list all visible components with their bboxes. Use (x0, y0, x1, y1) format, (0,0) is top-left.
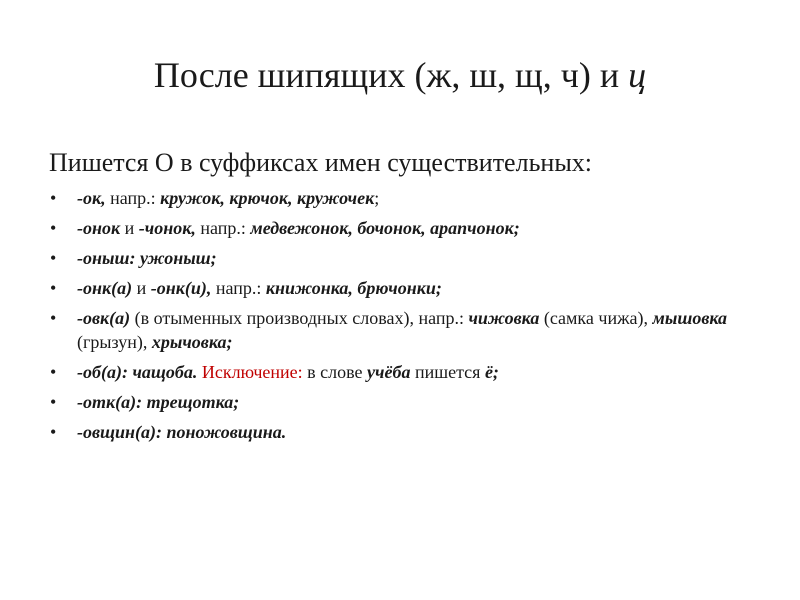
text: в слове (302, 362, 368, 382)
suffix: -онк(и), (150, 278, 212, 298)
example: учёба (367, 362, 411, 382)
suffix: -онок (77, 218, 121, 238)
text: (в отыменных производных словах), напр.: (130, 308, 469, 328)
list-item (48, 186, 768, 210)
suffix: -овк(а) (77, 308, 131, 328)
bullet-icon: • (50, 218, 57, 238)
example: чижовка (468, 308, 540, 328)
example: хрычовка; (151, 332, 233, 352)
bullet-icon: • (50, 188, 57, 208)
bullet-icon: • (50, 392, 57, 412)
bullet-icon: • (50, 362, 57, 382)
rule-content: -овщин(а): поножовщина. (77, 422, 287, 442)
list-item (48, 390, 768, 414)
letter: ё; (484, 362, 499, 382)
bullet-icon: • (50, 308, 57, 328)
intro-text: Пишется О в суффиксах имен существительных: (49, 148, 593, 177)
list-item (48, 360, 768, 384)
suffix: -чонок, (138, 218, 196, 238)
examples: кружок, крючок, кружочек (160, 188, 375, 208)
list-item (48, 216, 768, 240)
slide-title (0, 53, 800, 97)
bullet-icon: • (50, 422, 57, 442)
bullet-icon: • (50, 278, 57, 298)
exception-label: Исключение: (197, 362, 303, 382)
slide-title-main: После шипящих (ж, ш, щ, ч) и (153, 55, 629, 95)
suffix: -онк(а) (77, 278, 133, 298)
rule-content: -оныш: ужоныш; (77, 248, 217, 268)
list-item (48, 420, 768, 444)
list-item (48, 246, 768, 270)
examples: медвежонок, бочонок, арапчонок; (250, 218, 520, 238)
text: и (120, 218, 139, 238)
rules-list (48, 186, 768, 450)
example: мышовка (652, 308, 728, 328)
slide-title-tail: ц (628, 55, 647, 95)
bullet-icon: • (50, 248, 57, 268)
text: (самка чижа), (539, 308, 653, 328)
list-item (48, 306, 768, 354)
text: пишется (410, 362, 485, 382)
suffix: -ок, (77, 188, 106, 208)
text: напр.: (211, 278, 266, 298)
text: (грызун), (77, 332, 152, 352)
list-item (48, 276, 768, 300)
suffix: -об(а): чащоба. (77, 362, 198, 382)
examples: книжонка, брючонки; (265, 278, 442, 298)
text: напр.: (195, 218, 251, 238)
text: и (132, 278, 151, 298)
rule-content: -отк(а): трещотка; (77, 392, 240, 412)
text: напр.: (105, 188, 161, 208)
text: ; (374, 188, 380, 208)
